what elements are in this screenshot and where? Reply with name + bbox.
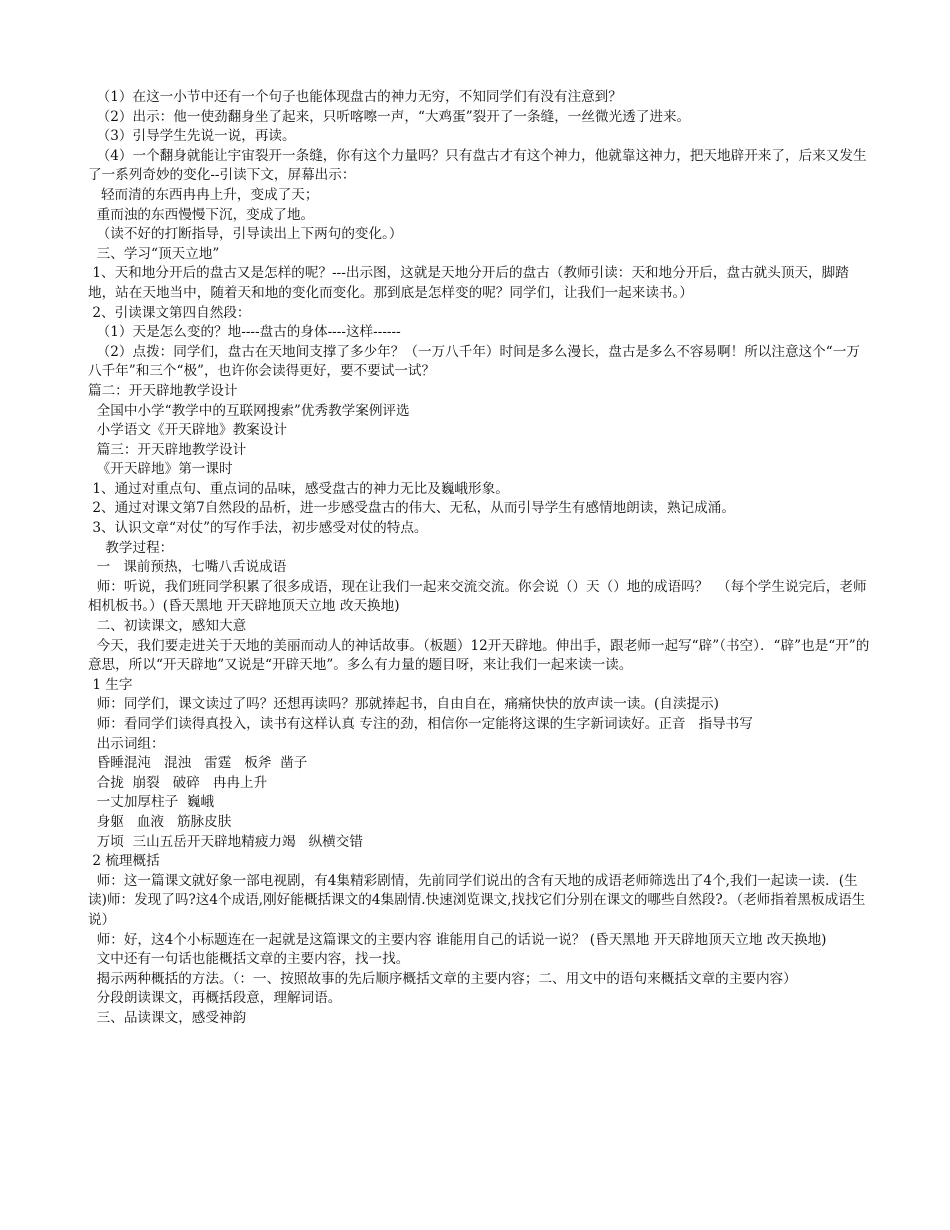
paragraph: 出示词组： [88, 735, 165, 752]
article-heading: 篇二：开天辟地教学设计 [88, 382, 238, 399]
paragraph: （4）一个翻身就能让宇宙裂开一条缝，你有这个力量吗？只有盘古才有这个神力，他就靠这神力，把天地辟开来了，后来又发生了一系列奇妙的变化--引读下文，屏幕出示： [88, 147, 867, 184]
paragraph: （1）在这一小节中还有一个句子也能体现盘古的神力无穷，不知同学们有没有注意到？ [88, 89, 622, 105]
paragraph: 文中还有一句话也能概括文章的主要内容，找一找。 [88, 951, 410, 968]
paragraph: 重而浊的东西慢慢下沉，变成了地。 [88, 206, 315, 223]
paragraph: 轻而清的东西冉冉上升，变成了天； [88, 186, 319, 203]
paragraph: 师：同学们，课文读过了吗？还想再读吗？那就捧起书，自由自在，痛痛快快的放声读一读。(自渎提示) [88, 696, 719, 713]
paragraph: 师：看同学们读得真投入，读书有这样认真 专注的劲，相信你一定能将这课的生字新词读好。正音 指导书写 [88, 716, 753, 732]
paragraph: 今天，我们要走进关于天地的美丽而动人的神话故事。（板题）12开天辟地。伸出手，跟老师一起写“辟”（书空）．“辟”也是“开”的意思，所以“开天辟地”又说是“开辟天地”。多么有力量的题目呀，来让我们一起来读一读。 [88, 637, 870, 674]
paragraph: 2、引读课文第四自然段： [88, 304, 251, 321]
section-heading: 一 课前预热，七嘴八舌说成语 [88, 559, 287, 576]
paragraph: （2）点拨：同学们，盘古在天地间支撑了多少年？（一万八千年）时间是多么漫长，盘古是多么不容易啊！所以注意这个“一万八千年”和三个“极”，也许你会读得更好，要不要试一试？ [88, 343, 860, 380]
objective-item: 2、通过对课文第7自然段的品析，进一步感受盘古的伟大、无私，从而引导学生有感情地朗读，熟记成涌。 [88, 500, 735, 517]
objective-item: 3、认识文章“对仗”的写作手法，初步感受对仗的特点。 [88, 520, 428, 537]
word-list-row: 身躯 血液 筋脉皮肤 [88, 813, 232, 830]
paragraph: 分段朗读课文，再概括段意，理解词语。 [88, 990, 342, 1007]
article-heading: 篇三：开天辟地教学设计 [88, 441, 247, 458]
paragraph: （读不好的打断指导，引导读出上下两句的变化。） [88, 226, 403, 243]
paragraph: 1 生字 [88, 676, 133, 693]
paragraph: 师：这一篇课文就好象一部电视剧，有4集精彩剧情，先前同学们说出的含有天地的成语老师筛选出了4个,我们一起读一读．(生读)师：发现了吗?这4个成语,刚好能概括课文的4集剧情.快速浏览课文,找找它们分别在课文的哪些自然段?。（老师指着黑板成语生说） [88, 872, 866, 928]
document-body [88, 88, 870, 1029]
section-heading: 三、品读课文，感受神韵 [88, 1009, 247, 1026]
paragraph: 师：好，这4个小标题连在一起就是这篇课文的主要内容 谁能用自己的话说一说？ (昏天黑地 开天辟地顶天立地 改天换地) [88, 931, 827, 948]
objective-item: 1、通过对重点句、重点词的品味，感受盘古的神力无比及巍峨形象。 [88, 480, 509, 497]
paragraph: 1、天和地分开后的盘古又是怎样的呢？---出示图，这就是天地分开后的盘古（教师引读：天和地分开后，盘古就头顶天，脚踏地，站在天地当中，随着天和地的变化而变化。那到底是怎样变的呢？同学们，让我们一起来读书。） [88, 265, 849, 301]
paragraph: 2 梳理概括 [88, 853, 160, 870]
paragraph: 揭示两种概括的方法。（：一、按照故事的先后顺序概括文章的主要内容；二、用文中的语句来概括文章的主要内容） [88, 970, 797, 987]
word-list-row: 合拢 崩裂 破碎 冉冉上升 [88, 774, 268, 791]
word-list-row: 昏睡混沌 混浊 雷霆 板斧 凿子 [88, 755, 308, 772]
paragraph: （2）出示：他一使劲翻身坐了起来，只听喀嚓一声，“大鸡蛋”裂开了一条缝，一丝微光透了进来。 [88, 108, 691, 125]
section-heading: 三、学习“顶天立地” [88, 245, 220, 262]
paragraph: （3）引导学生先说一说，再读。 [88, 128, 296, 145]
section-heading: 二、初读课文，感知大意 [88, 618, 247, 635]
section-heading: 教学过程： [88, 539, 174, 556]
word-list-row: 一丈加厚柱子 巍峨 [88, 794, 215, 811]
paragraph: 全国中小学“教学中的互联网搜索”优秀教学案例评选 [88, 402, 410, 419]
paragraph: 《开天辟地》第一课时 [88, 461, 233, 478]
paragraph: 师：听说，我们班同学积累了很多成语，现在让我们一起来交流交流。你会说（）天（）地的成语吗？ （每个学生说完后，老师相机板书。）(昏天黑地 开天辟地顶天立地 改天换地) [88, 578, 867, 615]
word-list-row: 万顷 三山五岳开天辟地精疲力竭 纵横交错 [88, 833, 363, 850]
paragraph: 小学语文《开天辟地》教案设计 [88, 422, 287, 439]
paragraph: （1）天是怎么变的？地----盘古的身体----这样------ [88, 324, 401, 341]
